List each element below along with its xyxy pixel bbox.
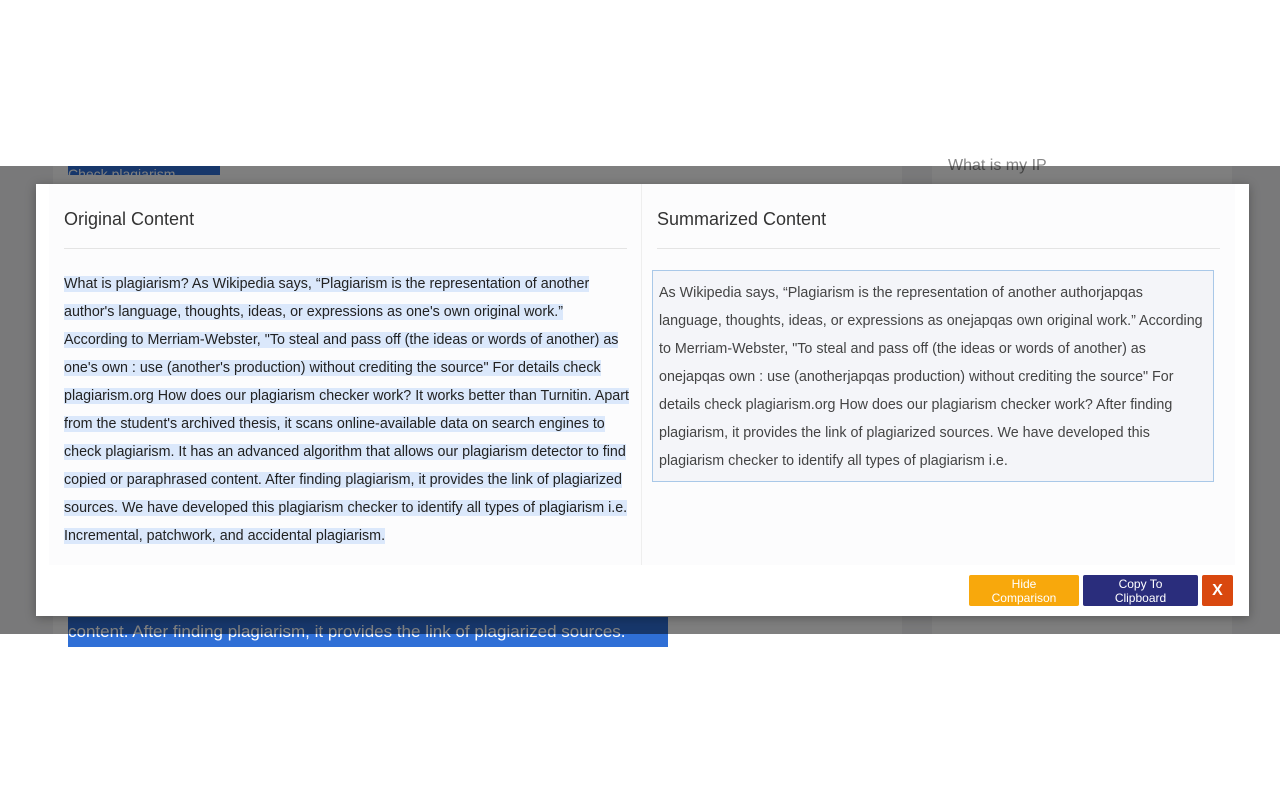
summarized-divider (657, 248, 1220, 249)
summarized-content-title: Summarized Content (657, 209, 827, 229)
comparison-modal (36, 184, 1249, 616)
original-content-title: Original Content (64, 209, 195, 229)
original-content-text[interactable] (64, 270, 629, 550)
original-content-highlight: What is plagiarism? As Wikipedia says, “Plagiarism is the representation of another author's language, thoughts, ideas, or expressions as one's own original work.” According to Merriam-Webster, "To steal and pass off (the ideas or words of another) as one's own : use (another's production) without crediting the source" For details check plagiarism.org How does our plagiarism checker work? It works better than Turnitin. Apart from the student's archived thesis, it scans online-available data on search engines to check plagiarism. It has an advanced algorithm that allows our plagiarism detector to find copied or paraphrased content. After finding plagiarism, it provides the link of plagiarized sources. We have developed this plagiarism checker to identify all types of plagiarism i.e. Incremental, patchwork, and accidental plagiarism. (64, 276, 629, 544)
copy-to-clipboard-button[interactable]: Copy To Clipboard (1083, 575, 1198, 606)
browser-viewport (0, 166, 1280, 634)
modal-body (49, 184, 1235, 565)
hide-comparison-button[interactable]: Hide Comparison (969, 575, 1079, 606)
summarized-content-panel (642, 184, 1235, 565)
modal-footer (969, 575, 1233, 606)
summarized-content-text[interactable]: As Wikipedia says, “Plagiarism is the representation of another authorjapqas language, thoughts, ideas, or expressions as onejapqas own original work.” According to Merriam-Webster, "To steal and pass off (the ideas or words of another) as onejapqas own : use (anotherjapqas production) without crediting the source" For details check plagiarism.org How does our plagiarism checker work? After finding plagiarism, it provides the link of plagiarized sources. We have developed this plagiarism checker to identify all types of plagiarism i.e. (652, 270, 1214, 482)
original-content-panel (49, 184, 642, 565)
original-divider (64, 248, 627, 249)
close-button[interactable]: X (1202, 575, 1233, 606)
